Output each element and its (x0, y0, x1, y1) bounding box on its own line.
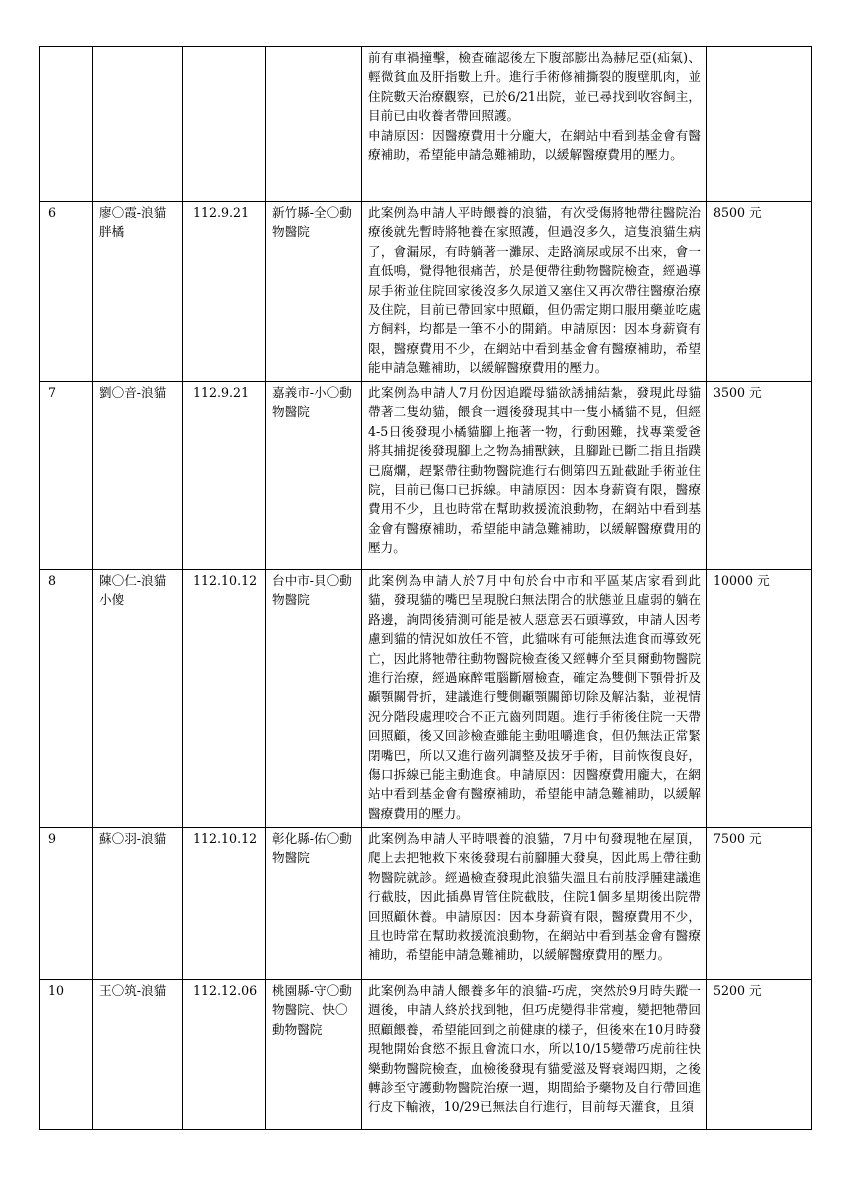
case-description: 此案例為申請人於7月中旬於台中市和平區某店家看到此貓，發現貓的嘴巴呈現脫臼無法閉合的狀態並且虛弱的躺在路邊，詢問後猜測可能是被人惡意丟石頭導致，申請人因考慮到貓的情況如放任不管，此貓咪有可能無法進食而導致死亡，因此將牠帶往動物醫院檢查後又經轉介至貝爾動物醫院進行治療，經過麻醉電腦斷層檢查，確定為雙側下顎骨折及顳顎關骨折，建議進行雙側顳顎關節切除及解沾黏，並視情況分階段處理咬合不正亢齒列問題。進行手術後住院一天帶回照顧，後又回診檢查雖能主動咀嚼進食，但仍無法正常緊閉嘴巴，所以又進行齒列調整及拔牙手術，目前恢復良好，傷口拆線已能主動進食。申請原因：因醫療費用龐大，在網站中看到基金會有醫療補助，希望能申請急難補助，以緩解醫療費用的壓力。 (362, 570, 707, 828)
applicant-name: 劉〇音-浪貓 (93, 382, 183, 570)
application-date: 112.10.12 (183, 828, 266, 980)
row-number: 7 (40, 382, 93, 570)
application-date: 112.9.21 (183, 382, 266, 570)
table-row (40, 980, 812, 1130)
row-number (40, 47, 93, 202)
case-description (362, 47, 707, 202)
applicant-name: 王〇筑-浪貓 (93, 980, 183, 1130)
row-number: 6 (40, 202, 93, 382)
case-description-text: 前有車禍撞擊，檢查確認後左下腹部膨出為赫尼亞(疝氣)、輕微貧血及肝指數上升。進行手術修補撕裂的腹壁肌肉，並住院數天治療觀察，已於6/21出院，並已尋找到收容飼主，目前已由收養者帶回照護。 (368, 50, 701, 124)
subsidy-table (39, 46, 812, 1130)
subsidy-amount (707, 47, 812, 202)
subsidy-amount: 10000 元 (707, 570, 812, 828)
subsidy-amount: 7500 元 (707, 828, 812, 980)
case-description: 此案例為申請人平時喂養的浪貓，7月中旬發現牠在屋頂，爬上去把牠救下來後發現右前腳腫大發臭，因此馬上帶往動物醫院就診。經過檢查發現此浪貓失溫且右前肢浮腫建議進行截肢，因此插鼻胃管住院截肢，住院1個多星期後出院帶回照顧休養。申請原因：因本身薪資有限，醫療費用不少，且也時常在幫助救援流浪動物，在網站中看到基金會有醫療補助，希望能申請急難補助，以緩解醫療費用的壓力。 (362, 828, 707, 980)
subsidy-amount: 5200 元 (707, 980, 812, 1130)
application-date: 112.12.06 (183, 980, 266, 1130)
applicant-name: 廖〇霞-浪貓胖橘 (93, 202, 183, 382)
table-row (40, 202, 812, 382)
row-number: 8 (40, 570, 93, 828)
hospital-name: 台中市-貝〇動物醫院 (266, 570, 362, 828)
applicant-name: 蘇〇羽-浪貓 (93, 828, 183, 980)
hospital-name: 彰化縣-佑〇動物醫院 (266, 828, 362, 980)
application-date: 112.9.21 (183, 202, 266, 382)
hospital-name: 桃園縣-守〇動物醫院、快〇動物醫院 (266, 980, 362, 1130)
table-row (40, 828, 812, 980)
case-description: 此案例為申請人7月份因追蹤母貓欲誘捕結紮，發現此母貓帶著二隻幼貓，餵食一週後發現其中一隻小橘貓不見，但經4-5日後發現小橘貓腳上拖著一物，行動困難，找專業愛爸將其捕捉後發現腳上之物為捕獸鋏，且腳趾已斷二指且指蹼已腐爛，趕緊帶往動物醫院進行右側第四五趾截趾手術並住院，目前已傷口已拆線。申請原因：因本身薪資有限，醫療費用不少，且也時常在幫助救援流浪動物，在網站中看到基金會有醫療補助，希望能申請急難補助，以緩解醫療費用的壓力。 (362, 382, 707, 570)
row-number: 9 (40, 828, 93, 980)
applicant-name (93, 47, 183, 202)
application-date: 112.10.12 (183, 570, 266, 828)
applicant-name: 陳〇仁-浪貓小傻 (93, 570, 183, 828)
case-description: 此案例為申請人餵養多年的浪貓-巧虎，突然於9月時失蹤一週後，申請人終於找到牠，但巧虎變得非常瘦，變把牠帶回照顧餵養，希望能回到之前健康的樣子，但後來在10月時發現牠開始食慾不振且會流口水，所以10/15變帶巧虎前往快樂動物醫院檢查，血檢後發現有貓愛滋及腎衰竭四期，之後轉診至守護動物醫院治療一週，期間給予藥物及自行帶回進行皮下輸液，10/29已無法自行進行，目前每天灌食，且須 (362, 980, 707, 1130)
subsidy-amount: 8500 元 (707, 202, 812, 382)
hospital-name (266, 47, 362, 202)
table-row (40, 570, 812, 828)
hospital-name: 新竹縣-全〇動物醫院 (266, 202, 362, 382)
application-date (183, 47, 266, 202)
case-description: 此案例為申請人平時餵養的浪貓，有次受傷將牠帶往醫院治療後就先暫時將牠養在家照護，但過沒多久，這隻浪貓生病了，會漏尿，有時躺著一灘尿、走路滴尿或尿不出來，會一直低鳴，覺得牠很痛苦，於是便帶往動物醫院檢查，經過導尿手術並住院回家後沒多久尿道又塞住又再次帶往醫療治療及住院，目前已帶回家中照顧，但仍需定期口服用藥並吃處方飼料，均都是一筆不小的開銷。申請原因：因本身薪資有限，醫療費用不少，在網站中看到基金會有醫療補助，希望能申請急難補助，以緩解醫療費用的壓力。 (362, 202, 707, 382)
row-number: 10 (40, 980, 93, 1130)
table-row (40, 47, 812, 202)
table-row (40, 382, 812, 570)
application-reason-text: 申請原因：因醫療費用十分龐大，在網站中看到基金會有醫療補助，希望能申請急難補助，以緩解醫療費用的壓力。 (368, 127, 701, 163)
subsidy-amount: 3500 元 (707, 382, 812, 570)
hospital-name: 嘉義市-小〇動物醫院 (266, 382, 362, 570)
